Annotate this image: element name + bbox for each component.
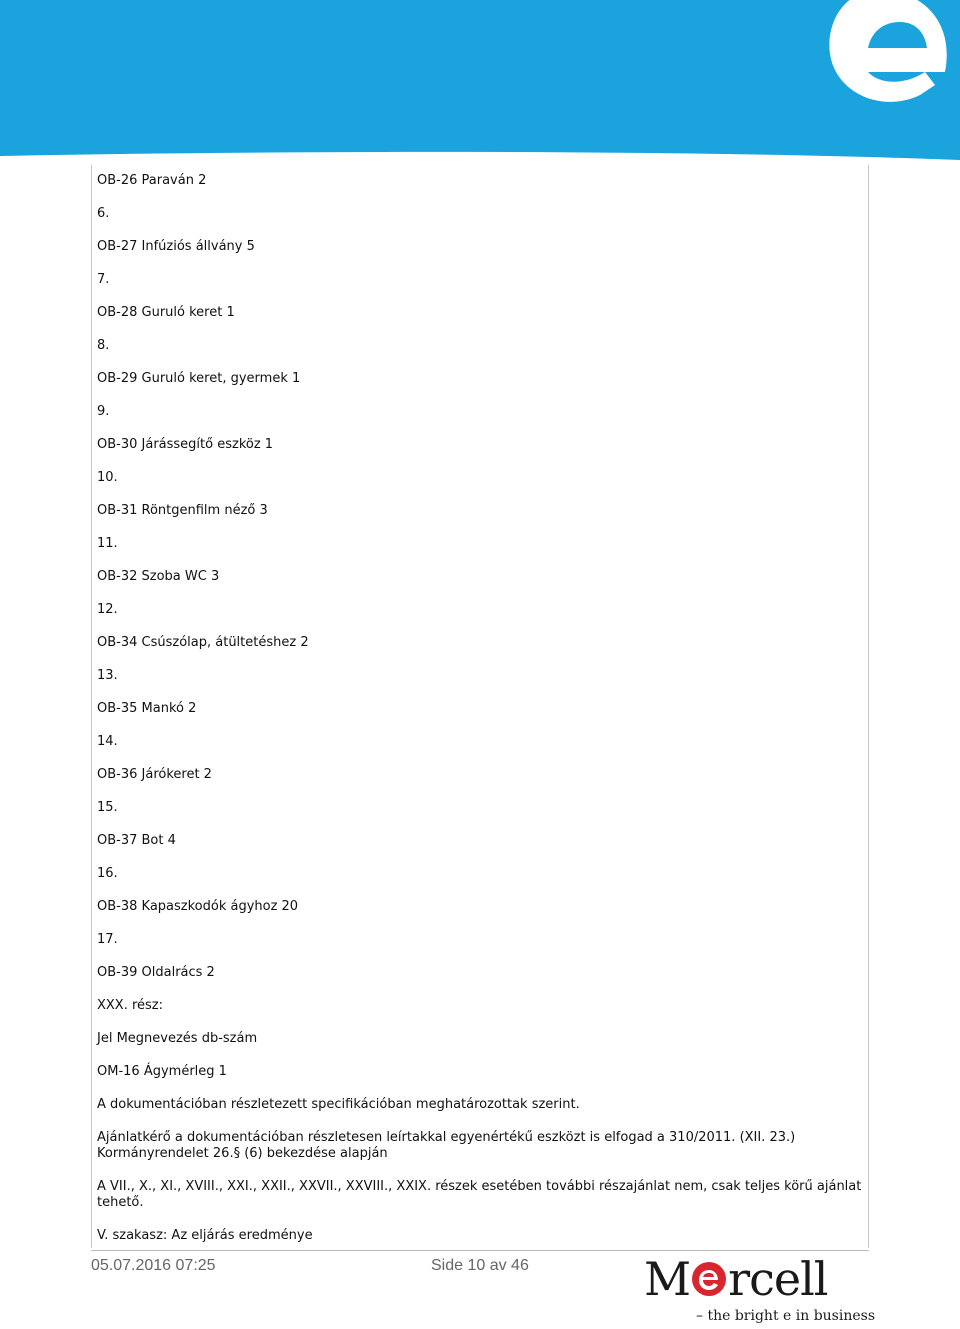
document-line: 10. — [97, 470, 118, 485]
table-header-line: Jel Megnevezés db-szám — [97, 1031, 258, 1046]
document-line: OB-38 Kapaszkodók ágyhoz 20 — [97, 899, 299, 914]
document-line: OB-37 Bot 4 — [97, 833, 176, 848]
document-paragraph: Ajánlatkérő a dokumentációban részletesen leírtakkal egyenértékű eszközt is elfogad a 310/2011. (XII. 23.) Kormányrendelet 26.§ (6) bekezdése alapján — [97, 1130, 796, 1161]
document-line: 16. — [97, 866, 118, 881]
document-body — [97, 173, 867, 1261]
document-line: OB-31 Röntgenfilm néző 3 — [97, 503, 268, 518]
document-line: OB-32 Szoba WC 3 — [97, 569, 220, 584]
document-line: 14. — [97, 734, 118, 749]
logo-text-left: M — [644, 1252, 691, 1306]
document-paragraph: A VII., X., XI., XVIII., XXI., XXII., XXVII., XXVIII., XXIX. részek esetében további részajánlat nem, csak teljes körű ajánlat tehető. — [97, 1179, 862, 1210]
logo-text-right: rcell — [728, 1252, 828, 1306]
mercell-logo — [644, 1252, 876, 1328]
document-line: 9. — [97, 404, 110, 419]
document-line: 6. — [97, 206, 110, 221]
document-line: 11. — [97, 536, 118, 551]
document-line: OB-36 Járókeret 2 — [97, 767, 212, 782]
document-line: 17. — [97, 932, 118, 947]
document-paragraph: A dokumentációban részletezett specifikációban meghatározottak szerint. — [97, 1097, 580, 1112]
document-line: OB-39 Oldalrács 2 — [97, 965, 215, 980]
document-line: OB-35 Mankó 2 — [97, 701, 197, 716]
document-line: 8. — [97, 338, 110, 353]
document-line: 15. — [97, 800, 118, 815]
document-line: 7. — [97, 272, 110, 287]
document-line: OB-29 Guruló keret, gyermek 1 — [97, 371, 301, 386]
document-line: OB-27 Infúziós állvány 5 — [97, 239, 255, 254]
document-line: OB-28 Guruló keret 1 — [97, 305, 235, 320]
e-mark-icon — [691, 1261, 727, 1297]
section-heading: V. szakasz: Az eljárás eredménye — [97, 1228, 313, 1243]
header-banner-graphic — [0, 0, 960, 160]
logo-tagline: – the bright e in business — [696, 1308, 876, 1324]
document-line: OB-34 Csúszólap, átültetéshez 2 — [97, 635, 309, 650]
footer-divider — [91, 1250, 869, 1251]
section-heading: XXX. rész: — [97, 998, 164, 1013]
document-line: OB-26 Paraván 2 — [97, 173, 207, 188]
document-line: 13. — [97, 668, 118, 683]
footer-datetime: 05.07.2016 07:25 — [91, 1257, 216, 1274]
document-line: 12. — [97, 602, 118, 617]
footer-page-number: Side 10 av 46 — [431, 1257, 529, 1274]
document-line: OB-30 Járássegítő eszköz 1 — [97, 437, 274, 452]
logo-wordmark — [644, 1254, 828, 1304]
document-line: OM-16 Ágymérleg 1 — [97, 1064, 227, 1079]
header-banner — [0, 0, 960, 160]
